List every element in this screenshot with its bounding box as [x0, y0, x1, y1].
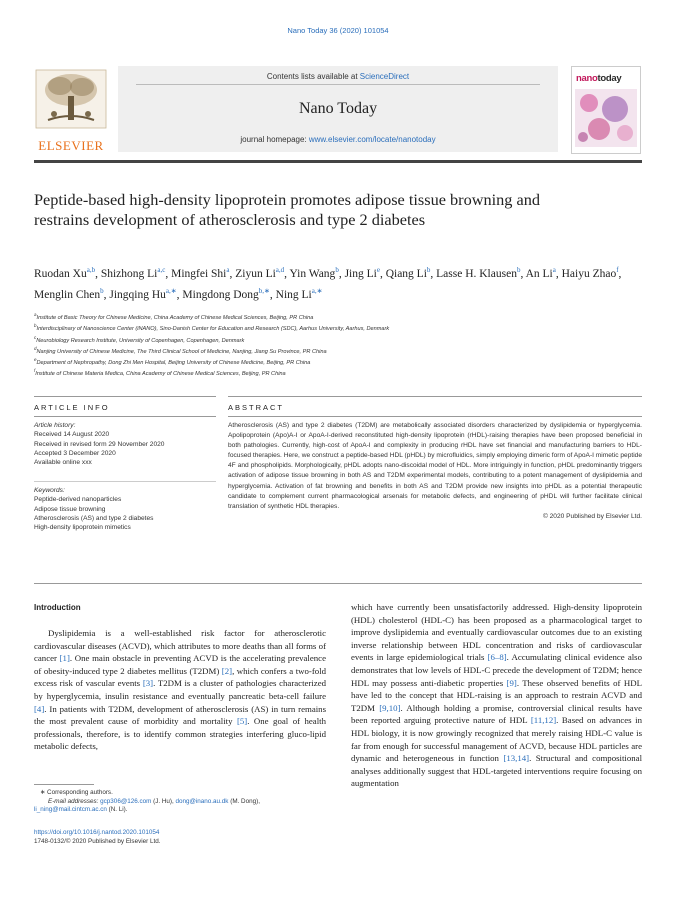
reference-link[interactable]: [2] — [221, 665, 233, 676]
body-text: . One goal of health professionals, therefore, is to identify common strategies interfering gluco-lipid metabolic defects, — [34, 716, 326, 752]
article-history — [34, 421, 214, 467]
affiliation-text: Institute of Basic Theory for Chinese Medicine, China Academy of Chinese Medical Sciences, Beijing, PR China — [36, 314, 314, 321]
keywords-label: Keywords: — [34, 487, 65, 494]
email-addresses-cont — [34, 806, 334, 815]
reference-link[interactable]: [5] — [236, 716, 248, 727]
body-text: Dyslipidemia is a well-established risk factor for atherosclerotic cardiovascular diseases (ACVD), which attributes to more deaths than all forms of cancer — [34, 628, 326, 664]
body-text: which have currently been unsatisfactorily addressed. High-density lipoprotein (HDL) cholesterol (HDL-C) has been proposed as a pharmacological target to improve dyslipidemia and eventually cardiovascular outcomes due to an existing inverse relationship between HDL concentration and risks of cardiovascular events in large epidemiological trials — [351, 602, 642, 663]
author-separator: , — [284, 267, 290, 280]
article-title: Peptide-based high-density lipoprotein promotes adipose tissue browning and restrains development of atherosclerosis and type 2 diabetes — [34, 190, 540, 229]
reference-link[interactable]: [9,10] — [379, 702, 401, 713]
abstract-copyright: © 2020 Published by Elsevier Ltd. — [542, 512, 642, 520]
history-received: Received 14 August 2020 — [34, 431, 110, 439]
author-name[interactable]: Qiang Li — [385, 267, 427, 280]
journal-masthead — [118, 66, 558, 152]
introduction-heading: Introduction — [34, 603, 81, 612]
cover-title-nano: nano — [576, 73, 598, 84]
abstract-heading: ABSTRACT — [228, 403, 285, 412]
article-info-rule-2 — [34, 416, 216, 417]
affiliation-list — [34, 311, 634, 379]
affiliation-item — [34, 322, 634, 333]
affiliation-text: Neurobiology Research Institute, University of Copenhagen, Copenhagen, Denmark — [36, 337, 245, 344]
keyword-item: Adipose tissue browning — [34, 505, 106, 513]
author-affiliation-mark[interactable]: b — [516, 266, 521, 274]
author-name[interactable]: Lasse H. Klausen — [436, 267, 517, 280]
cover-title-today: today — [597, 73, 622, 84]
author-name[interactable]: Ruodan Xu — [34, 267, 87, 280]
intro-right-column — [351, 601, 642, 790]
footnote-rule — [34, 784, 94, 785]
affiliation-item — [34, 356, 634, 367]
affiliation-key: b — [34, 323, 37, 329]
author-affiliation-mark[interactable]: b,∗ — [258, 286, 270, 295]
body-text: . Although holding a promise, controversial clinical results have been reported arguing protective nature of HDL — [351, 702, 642, 726]
journal-homepage — [118, 135, 558, 144]
body-text: . These observed benefits of HDL have led to the concept that HDL-raising is an approach to restrain ACVD and T2DM — [351, 677, 642, 713]
history-accepted: Accepted 3 December 2020 — [34, 449, 116, 457]
author-separator: , — [520, 267, 526, 280]
homepage-link[interactable]: www.elsevier.com/locate/nanotoday — [308, 135, 436, 144]
affiliation-text: Department of Nephropathy, Dong Zhi Men Hospital, Beijing University of Chinese Medicine, Beijing, PR China — [36, 359, 311, 366]
keyword-item: High-density lipoprotein mimetics — [34, 524, 131, 532]
affiliation-text: Interdisciplinary of Nanoscience Center (iNANO), Sino-Danish Center for Education and Research (SDC), Aarhus University, Aarhus, Denmark — [36, 326, 390, 333]
author-affiliation-mark[interactable]: a,d — [275, 266, 285, 274]
author-name[interactable]: Yin Wang — [289, 267, 336, 280]
author-name[interactable]: Mingfei Shi — [171, 267, 227, 280]
email-link-dong[interactable]: dong@inano.au.dk — [175, 797, 229, 805]
elsevier-tree-icon — [34, 68, 108, 130]
keywords — [34, 486, 214, 532]
abstract-bottom-rule — [34, 583, 642, 584]
sciencedirect-link[interactable]: ScienceDirect — [359, 72, 410, 81]
author-name[interactable]: Jing Li — [344, 267, 377, 280]
abstract-paragraph: Atherosclerosis (AS) and type 2 diabetes (T2DM) are metabolically associated disorders characterized by dyslipidemia or hyperglycemia. Apolipoprotein (Apo)A-I or ApoA-I-derived reconstituted high-density lipoprotein (rHDL)-raising therapies have been proposed beneficial in both pathologies. Currently, high-cost of ApoA-I and complexity in producing rHDL have set financial and manufacturing barriers to HDL-focused therapies. Here, we construct a peptide-based HDL (pHDL) by microfluidics, simply employing dimeric form of ApoA-I mimetic peptide 4F and phospholipids. Morphologically, pHDL adopts nano-discoidal model of HDL. More intriguingly in function, pHDL predominantly triggers activation of adipose tissue browning in both AS and T2DM experimental models, contributing to a potent management of dyslipidemia and hyperglycemia. Activation of fat browning and benefits in both AS and T2DM provide new insights into pHDL as a potential therapeutic candidate to complement current pharmacological arsenals for metabolic defects, and engineering of pHDL will further facilitate clinical translation of synthetic HDL therapies. — [228, 422, 642, 510]
cover-title — [576, 73, 621, 84]
history-label: Article history: — [34, 422, 76, 429]
reference-link[interactable]: [13,14] — [503, 753, 530, 764]
affiliation-item — [34, 311, 634, 322]
author-affiliation-mark[interactable]: b — [100, 286, 104, 295]
abstract-rule — [228, 396, 642, 397]
email-owner: (J. Hu), — [151, 797, 176, 805]
affiliation-key: e — [34, 357, 37, 363]
author-name[interactable]: Ziyun Li — [235, 267, 276, 280]
journal-citation[interactable]: Nano Today 36 (2020) 101054 — [287, 26, 389, 35]
author-affiliation-mark[interactable]: a — [226, 266, 230, 274]
author-name[interactable]: Shizhong Li — [100, 267, 158, 280]
body-text: . Accumulating clinical evidence also demonstrates that low levels of HDL-C precede the development of T2DM; hence HDL may possess anti-diabetic properties — [351, 652, 642, 688]
author-list — [34, 262, 624, 304]
journal-cover[interactable] — [571, 66, 641, 154]
reference-link[interactable]: [11,12] — [530, 715, 557, 726]
affiliation-key: d — [34, 345, 37, 351]
keyword-item: Atherosclerosis (AS) and type 2 diabetes — [34, 514, 154, 522]
email-link-li[interactable]: li_ning@mail.cintcm.ac.cn — [34, 806, 107, 814]
issn-line: 1748-0132/© 2020 Published by Elsevier Ltd. — [34, 837, 161, 845]
author-name[interactable]: Haiyu Zhao — [561, 267, 617, 280]
homepage-prefix: journal homepage: — [240, 135, 309, 144]
author-separator: , — [430, 267, 437, 280]
author-name[interactable]: Jingqing Hu — [109, 288, 166, 301]
reference-link[interactable]: [4] — [34, 703, 45, 714]
history-revised: Received in revised form 29 November 2020 — [34, 440, 165, 448]
affiliation-item — [34, 367, 634, 378]
contents-availability — [118, 72, 558, 81]
author-separator: , — [103, 288, 110, 301]
affiliation-item — [34, 345, 634, 356]
author-separator: , — [95, 267, 101, 280]
email-owner: (M. Dong), — [228, 797, 260, 805]
author-affiliation-mark[interactable]: e — [376, 266, 380, 274]
body-text: . In patients with T2DM, development of atherosclerosis (AS) in turn remains the most prevalent cause of morbidity and mortality — [34, 703, 326, 727]
author-name[interactable]: Menglin Chen — [34, 288, 101, 301]
history-online: Available online xxx — [34, 459, 92, 467]
author-affiliation-mark[interactable]: b — [335, 266, 339, 274]
author-affiliation-mark[interactable]: a,∗ — [311, 286, 323, 295]
author-separator: , — [338, 267, 345, 280]
author-separator: , — [555, 267, 562, 280]
email-label: E-mail addresses: — [48, 797, 101, 805]
abstract-rule-2 — [228, 416, 642, 417]
elsevier-wordmark: ELSEVIER — [38, 138, 104, 153]
email-addresses — [34, 798, 334, 807]
author-affiliation-mark[interactable]: b — [426, 266, 431, 274]
affiliation-text: Institute of Chinese Materia Medica, China Academy of Chinese Medical Sciences, Beijing, PR China — [35, 371, 286, 378]
intro-left-column — [34, 627, 326, 753]
affiliation-key: a — [34, 312, 37, 317]
affiliation-key: f — [34, 368, 36, 374]
reference-link[interactable]: [9] — [506, 677, 517, 688]
body-text: . Based on advances in HDL biology, it is now growingly recognized that merely raising HDL-C value is far from enough for successful management of ACVD, because HDL particles are dynamic and heterogeneous in function — [351, 715, 642, 764]
author-name[interactable]: Ning Li — [275, 288, 312, 301]
masthead-divider — [136, 84, 540, 85]
abstract-body — [228, 421, 642, 522]
elsevier-logo[interactable] — [34, 68, 108, 152]
affiliation-item — [34, 334, 634, 345]
body-text: , which confers a two-fold excess risk of vascular events — [34, 665, 326, 689]
author-name[interactable]: An Li — [525, 267, 553, 280]
author-affiliation-mark[interactable]: a,c — [157, 266, 166, 274]
body-text: . One main obstacle in preventing ACVD is the accelerating prevalence of obesity-induced type 2 diabetes mellitus (T2DM) — [34, 653, 326, 676]
header-divider — [34, 160, 642, 163]
author-separator: , — [165, 267, 172, 280]
doi-link[interactable]: https://doi.org/10.1016/j.nantod.2020.101054 — [34, 829, 160, 836]
author-name[interactable]: Mingdong Dong — [182, 288, 259, 301]
affiliation-text: Nanjing University of Chinese Medicine, The Third Clinical School of Medicine, Nanjing, Jiang Su Province, PR China — [36, 348, 327, 355]
article-info-rule — [34, 396, 216, 397]
corresponding-note: ∗ Corresponding authors. — [40, 789, 113, 796]
author-separator: , — [379, 267, 386, 280]
author-affiliation-mark[interactable]: a,b — [86, 266, 96, 274]
author-affiliation-mark[interactable]: f — [616, 266, 619, 274]
email-owner: (N. Li). — [106, 806, 128, 814]
author-affiliation-mark[interactable]: a,∗ — [165, 286, 177, 295]
reference-link[interactable]: [6–8] — [487, 652, 507, 663]
body-text: . Structural and compositional analyses additionally suggest that HDL-targeted interventions require focusing on augmentation — [351, 753, 643, 789]
doi-block — [34, 829, 334, 847]
reference-link[interactable]: [3] — [142, 678, 154, 689]
author-separator: , — [229, 267, 236, 280]
author-separator: , — [618, 267, 622, 280]
email-link-hu[interactable]: gcp306@126.com — [100, 797, 152, 805]
article-info-heading: ARTICLE INFO — [34, 403, 110, 412]
author-separator: , — [269, 288, 276, 301]
body-text: . T2DM is a cluster of pathologies characterized by hyperglycemia, insulin resistance and eventually pancreatic beta-cell failure — [34, 678, 326, 701]
affiliation-key: c — [34, 334, 37, 340]
footnotes — [34, 789, 334, 815]
keywords-rule — [34, 481, 216, 482]
journal-name: Nano Today — [298, 100, 378, 117]
keyword-item: Peptide-derived nanoparticles — [34, 496, 122, 504]
author-affiliation-mark[interactable]: a — [552, 266, 556, 274]
cover-image-icon — [575, 89, 637, 147]
reference-link[interactable]: [1] — [59, 653, 70, 664]
contents-prefix: Contents lists available at — [266, 72, 360, 81]
author-separator: , — [176, 288, 183, 301]
